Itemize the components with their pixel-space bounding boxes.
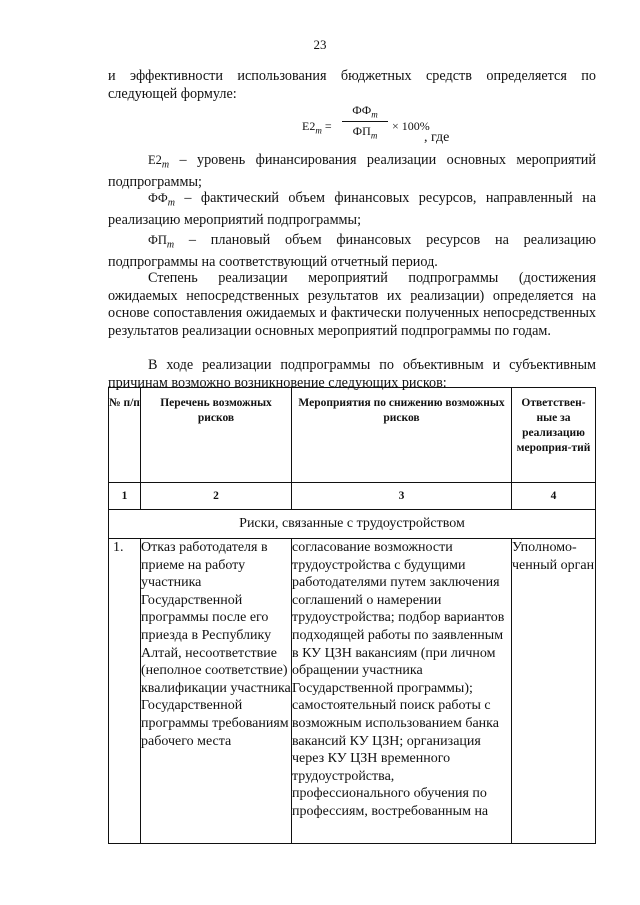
paragraph-formula-intro: и эффективности использования бюджетных средств определяется по следующей формуле: <box>108 68 596 102</box>
page-number: 23 <box>313 37 327 52</box>
definition-fp <box>108 232 596 272</box>
definition-e2 <box>108 152 596 192</box>
paragraph-implementation-degree: Степень реализации мероприятий подпрограммы (достижения ожидаемых непосредственных результатов их реализации) определяется на основе сопоставления ожидаемых и фактически полученных непосредственных результатов реализации основных мероприятий подпрограммы по годам. <box>108 270 596 339</box>
header-measures: Мероприятия по снижению возможных рисков <box>292 388 512 483</box>
column-number: 2 <box>141 483 292 510</box>
table-row <box>109 539 596 844</box>
definition-text: – уровень финансирования реализации основных мероприятий подпрограммы; <box>108 152 596 191</box>
paragraph-risks-intro: В ходе реализации подпрограммы по объективным и субъективным причинам возможно возникновение следующих рисков: <box>108 357 596 391</box>
definition-text: – плановый объем финансовых ресурсов на реализацию подпрограммы на соответствующий отчетный период. <box>108 232 596 271</box>
row-measures: согласование возможности трудоустройства с будущими работодателями путем заключения соглашений о намерении трудоустройства; подбор вариантов подходящей работы по заявленным в КУ ЦЗН вакансиям (при личном обращении участника Государственной программы); самостоятельный поиск работы с возможным использованием банка вакансий КУ ЦЗН; организация через КУ ЦЗН временного трудоустройства, профессионального обучения по профессиям, востребованным на <box>292 539 512 844</box>
column-number: 3 <box>292 483 512 510</box>
row-risk: Отказ работодателя в приеме на работу участника Государственной программы после его приезда в Республику Алтай, несоответствие (неполное соответствие) квалификации участника Государственной программы требованиям рабочего места <box>141 539 292 844</box>
risks-table <box>108 387 596 844</box>
header-responsible: Ответствен-ные за реализацию мероприя-тий <box>512 388 596 483</box>
column-number: 1 <box>109 483 141 510</box>
formula-multiplier: × 100% <box>392 119 430 133</box>
row-responsible: Уполномо-ченный орган <box>512 539 596 844</box>
formula-denominator: $ФП_т$ <box>352 124 378 141</box>
header-risks: Перечень возможных рисков <box>141 388 292 483</box>
formula-suffix: , где <box>424 130 450 145</box>
formula-lhs: $Е2_т$ = <box>302 119 332 136</box>
header-number: № п/п <box>109 388 141 483</box>
column-number: 4 <box>512 483 596 510</box>
definition-symbol: $ФФ_т$ <box>148 191 175 209</box>
definition-ff <box>108 190 596 230</box>
formula-numerator: $ФФ_т$ <box>342 103 388 122</box>
table-header-row <box>109 388 596 483</box>
section-title: Риски, связанные с трудоустройством <box>109 510 596 539</box>
formula-fraction <box>342 103 388 141</box>
section-row <box>109 510 596 539</box>
definition-symbol: $Е2_т$ <box>148 153 170 171</box>
row-number: 1. <box>109 539 141 844</box>
column-number-row <box>109 483 596 510</box>
definition-text: – фактический объем финансовых ресурсов, направленный на реализацию мероприятий подпрограммы; <box>108 190 596 229</box>
definition-symbol: $ФП_т$ <box>148 233 175 251</box>
